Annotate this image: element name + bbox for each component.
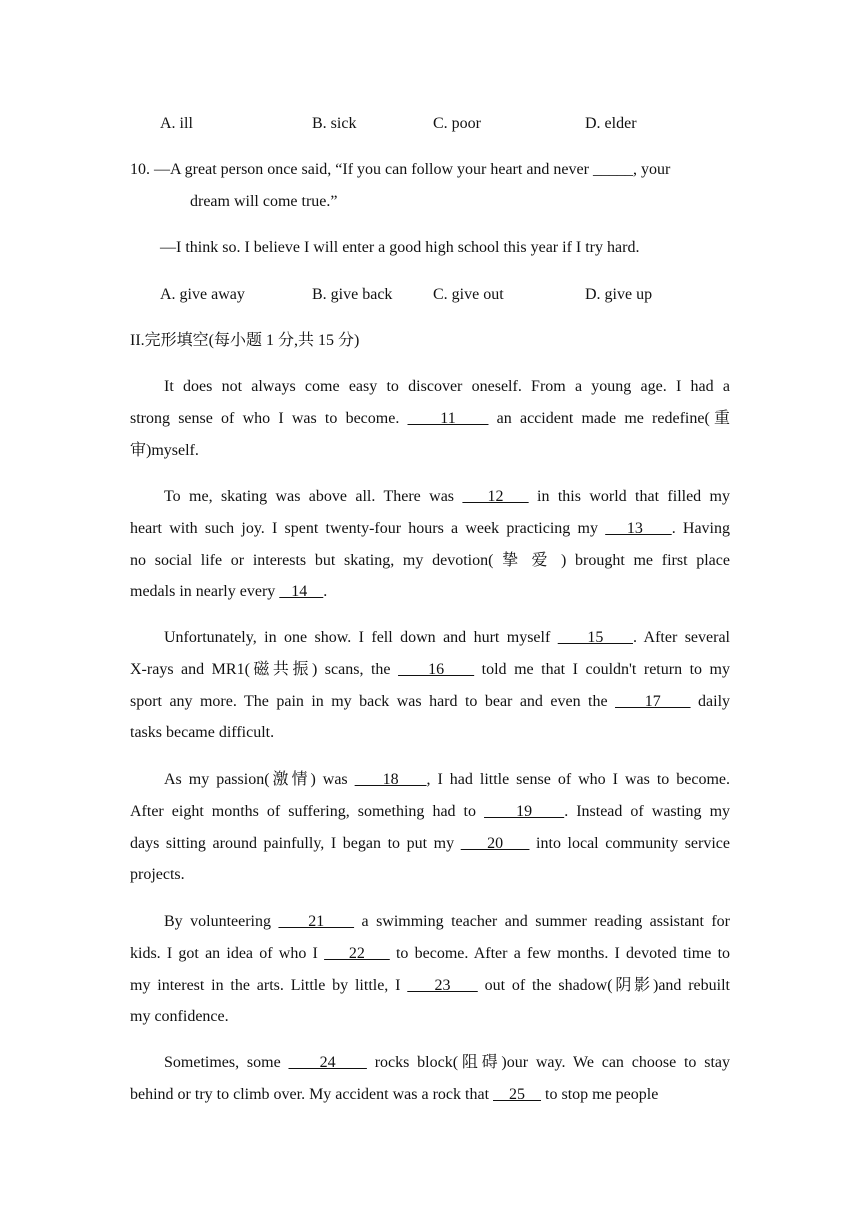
blank-number: 18: [354, 771, 427, 788]
text-segment: .: [323, 583, 328, 601]
text-segment: tasks became difficult.: [130, 724, 275, 742]
q10-option-a: A. give away: [160, 286, 245, 303]
text-segment: projects.: [130, 866, 185, 884]
paragraph-line: [130, 906, 730, 938]
text-segment: strong sense of who I was to become.: [130, 409, 408, 427]
q9-option-c: C. poor: [433, 115, 481, 132]
cloze-paragraph: [130, 1047, 730, 1111]
paragraph-line: [130, 545, 730, 577]
blank-number: 25: [493, 1085, 542, 1103]
paragraph-line: [130, 796, 730, 828]
cloze-paragraph: [130, 481, 730, 608]
paragraph-line: [130, 403, 730, 435]
text-segment: to become. After a few months. I devoted time to: [389, 944, 731, 962]
paragraph-line: [130, 371, 730, 403]
paragraph-line: [130, 622, 730, 654]
blank-number: 17: [615, 692, 691, 710]
text-segment: medals in nearly every: [130, 583, 280, 601]
text-segment: my confidence.: [130, 1008, 229, 1026]
paragraph-line: [130, 938, 730, 970]
paragraph-line: [130, 828, 730, 860]
text-segment: . After several: [633, 629, 730, 646]
text-segment: daily: [690, 692, 731, 710]
blank-number: 22: [324, 944, 390, 962]
text-segment: . Having: [671, 519, 731, 537]
text-segment: 审)myself.: [130, 441, 199, 459]
section-title: II.完形填空(每小题 1 分,共 15 分): [130, 332, 360, 349]
text-segment: my interest in the arts. Little by little, I: [130, 976, 408, 994]
blank-number: 24: [288, 1054, 367, 1071]
text-segment: . Instead of wasting my: [564, 802, 731, 820]
q10-option-b: B. give back: [312, 286, 393, 303]
text-segment: no social life or interests but skating, my devotion( 挚 爱 ) brought me first place: [130, 551, 730, 569]
text-segment: By volunteering: [164, 913, 279, 930]
blank-number: 19: [484, 802, 565, 820]
text-segment: behind or try to climb over. My accident was a rock that: [130, 1085, 494, 1103]
text-segment: heart with such joy. I spent twenty-four hours a week practicing my: [130, 519, 606, 537]
text-segment: kids. I got an idea of who I: [130, 944, 325, 962]
text-segment: After eight months of suffering, something had to: [130, 802, 485, 820]
text-segment: a swimming teacher and summer reading assistant for: [354, 913, 731, 930]
paragraph-line: [130, 764, 730, 796]
text-segment: days sitting around painfully, I began to put my: [130, 834, 461, 852]
q9-options: [160, 114, 760, 134]
q9-option-d: D. elder: [585, 115, 637, 132]
blank-number: 20: [460, 834, 530, 852]
text-segment: sport any more. The pain in my back was hard to bear and even the: [130, 692, 616, 710]
q10-response: —I think so. I believe I will enter a good high school this year if I try hard.: [160, 239, 640, 256]
paragraph-line: [130, 717, 730, 749]
paragraph-line: [130, 970, 730, 1002]
text-segment: told me that I couldn't return to my: [474, 660, 730, 678]
blank-number: 12: [462, 488, 529, 505]
q9-option-b: B. sick: [312, 115, 357, 132]
paragraph-line: [130, 435, 730, 467]
text-segment: an accident made me redefine(重: [488, 409, 730, 427]
paragraph-line: [130, 1001, 730, 1033]
text-segment: Unfortunately, in one show. I fell down and hurt myself: [164, 629, 558, 646]
paragraph-line: [130, 1079, 730, 1111]
text-segment: , I had little sense of who I was to become.: [426, 771, 731, 788]
paragraph-line: [130, 576, 730, 608]
blank-number: 16: [398, 660, 475, 678]
cloze-paragraph: [130, 371, 730, 466]
q10-option-c: C. give out: [433, 286, 504, 303]
q10-option-d: D. give up: [585, 286, 653, 303]
text-segment: To me, skating was above all. There was: [164, 488, 463, 505]
paragraph-line: [130, 1047, 730, 1079]
q10-question-line1: 10. —A great person once said, “If you can follow your heart and never _____, your: [130, 161, 671, 178]
text-segment: into local community service: [529, 834, 730, 852]
text-segment: to stop me people: [541, 1085, 659, 1103]
q9-option-a: A. ill: [160, 115, 193, 132]
paragraph-line: [130, 654, 730, 686]
paragraph-line: [130, 481, 730, 513]
text-segment: in this world that filled my: [528, 488, 730, 505]
paragraph-line: [130, 686, 730, 718]
blank-number: 13: [605, 519, 672, 537]
blank-number: 15: [557, 629, 633, 646]
blank-number: 11: [407, 409, 489, 427]
cloze-paragraph: [130, 622, 730, 749]
q10-question-line2: dream will come true.”: [190, 193, 338, 210]
q10-options: [160, 285, 760, 305]
paragraph-line: [130, 859, 730, 891]
text-segment: rocks block(阻碍)our way. We can choose to stay: [366, 1054, 730, 1071]
text-segment: Sometimes, some: [164, 1054, 289, 1071]
paragraph-line: [130, 513, 730, 545]
text-segment: X-rays and MR1(磁共振) scans, the: [130, 660, 399, 678]
blank-number: 23: [407, 976, 478, 994]
text-segment: It does not always come easy to discover oneself. From a young age. I had a: [164, 378, 730, 395]
cloze-paragraph: [130, 906, 730, 1033]
text-segment: As my passion(激情) was: [164, 771, 355, 788]
cloze-paragraph: [130, 764, 730, 891]
blank-number: 14: [279, 583, 324, 601]
blank-number: 21: [278, 913, 355, 930]
text-segment: out of the shadow(阴影)and rebuilt: [477, 976, 730, 994]
